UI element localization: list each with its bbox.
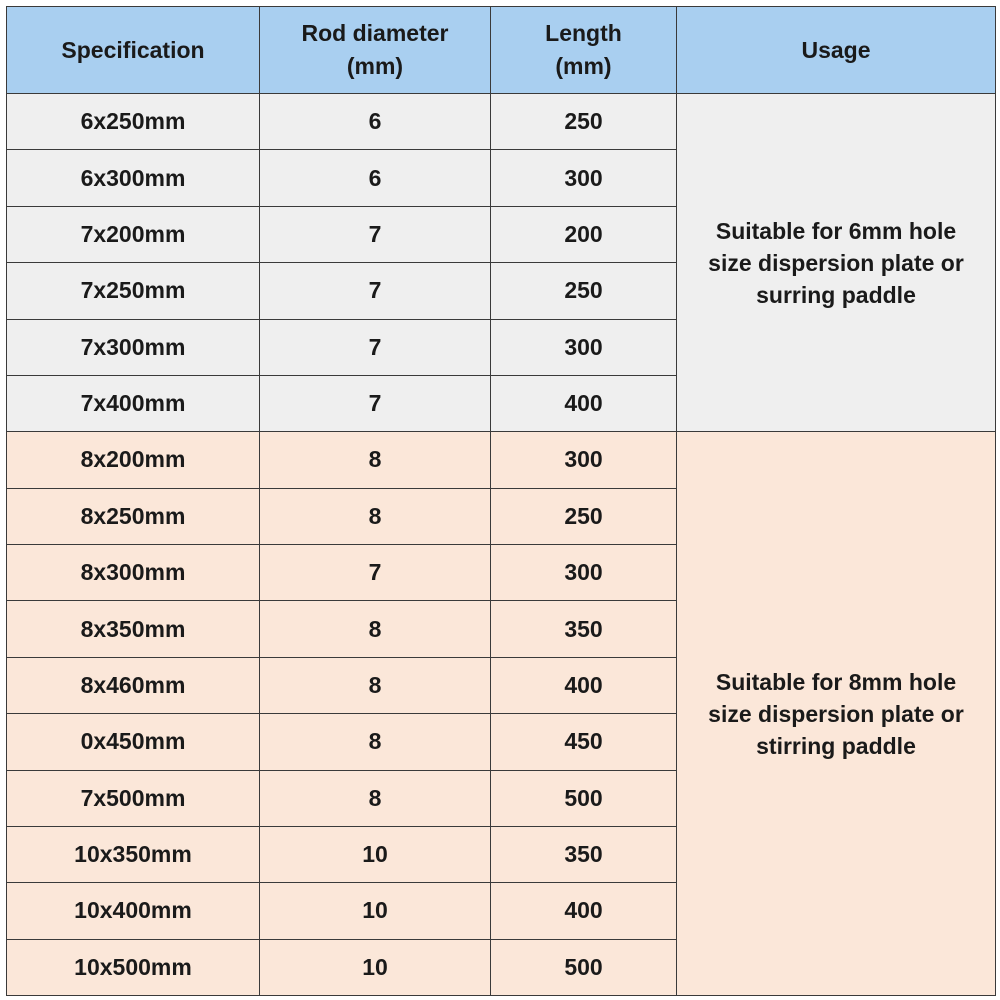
- diameter-cell: 7: [260, 319, 491, 375]
- length-cell: 400: [491, 375, 677, 431]
- spec-cell: 10x500mm: [7, 939, 260, 995]
- length-cell: 250: [491, 263, 677, 319]
- spec-cell: 6x250mm: [7, 94, 260, 150]
- spec-cell: 7x400mm: [7, 375, 260, 431]
- spec-cell: 8x460mm: [7, 657, 260, 713]
- spec-cell: 8x200mm: [7, 432, 260, 488]
- length-cell: 500: [491, 770, 677, 826]
- usage-cell-6mm: Suitable for 6mm hole size dispersion plate or surring paddle: [677, 94, 996, 432]
- spec-cell: 7x500mm: [7, 770, 260, 826]
- header-rod-diameter: Rod diameter (mm): [260, 7, 491, 94]
- diameter-cell: 8: [260, 488, 491, 544]
- diameter-cell: 8: [260, 432, 491, 488]
- diameter-cell: 8: [260, 601, 491, 657]
- diameter-cell: 10: [260, 883, 491, 939]
- length-cell: 300: [491, 432, 677, 488]
- spec-cell: 8x250mm: [7, 488, 260, 544]
- spec-cell: 8x350mm: [7, 601, 260, 657]
- length-cell: 350: [491, 826, 677, 882]
- spec-table-container: [6, 6, 995, 996]
- spec-cell: 10x400mm: [7, 883, 260, 939]
- specification-table: [6, 6, 996, 996]
- table-row: [7, 432, 996, 488]
- diameter-cell: 8: [260, 770, 491, 826]
- length-cell: 300: [491, 545, 677, 601]
- length-cell: 400: [491, 657, 677, 713]
- length-cell: 450: [491, 714, 677, 770]
- diameter-cell: 10: [260, 826, 491, 882]
- diameter-cell: 8: [260, 714, 491, 770]
- spec-cell: 6x300mm: [7, 150, 260, 206]
- spec-cell: 7x250mm: [7, 263, 260, 319]
- usage-cell-8mm: Suitable for 8mm hole size dispersion plate or stirring paddle: [677, 432, 996, 996]
- header-row: [7, 7, 996, 94]
- length-cell: 200: [491, 206, 677, 262]
- diameter-cell: 6: [260, 150, 491, 206]
- spec-cell: 7x200mm: [7, 206, 260, 262]
- length-cell: 300: [491, 319, 677, 375]
- diameter-cell: 6: [260, 94, 491, 150]
- spec-cell: 0x450mm: [7, 714, 260, 770]
- length-cell: 250: [491, 488, 677, 544]
- length-cell: 350: [491, 601, 677, 657]
- diameter-cell: 7: [260, 375, 491, 431]
- diameter-cell: 7: [260, 263, 491, 319]
- table-header: [7, 7, 996, 94]
- spec-cell: 8x300mm: [7, 545, 260, 601]
- table-row: [7, 94, 996, 150]
- spec-cell: 10x350mm: [7, 826, 260, 882]
- diameter-cell: 10: [260, 939, 491, 995]
- length-cell: 300: [491, 150, 677, 206]
- header-length: Length (mm): [491, 7, 677, 94]
- diameter-cell: 7: [260, 206, 491, 262]
- header-usage: Usage: [677, 7, 996, 94]
- diameter-cell: 7: [260, 545, 491, 601]
- spec-cell: 7x300mm: [7, 319, 260, 375]
- length-cell: 500: [491, 939, 677, 995]
- diameter-cell: 8: [260, 657, 491, 713]
- length-cell: 400: [491, 883, 677, 939]
- length-cell: 250: [491, 94, 677, 150]
- header-specification: Specification: [7, 7, 260, 94]
- table-body: [7, 94, 996, 996]
